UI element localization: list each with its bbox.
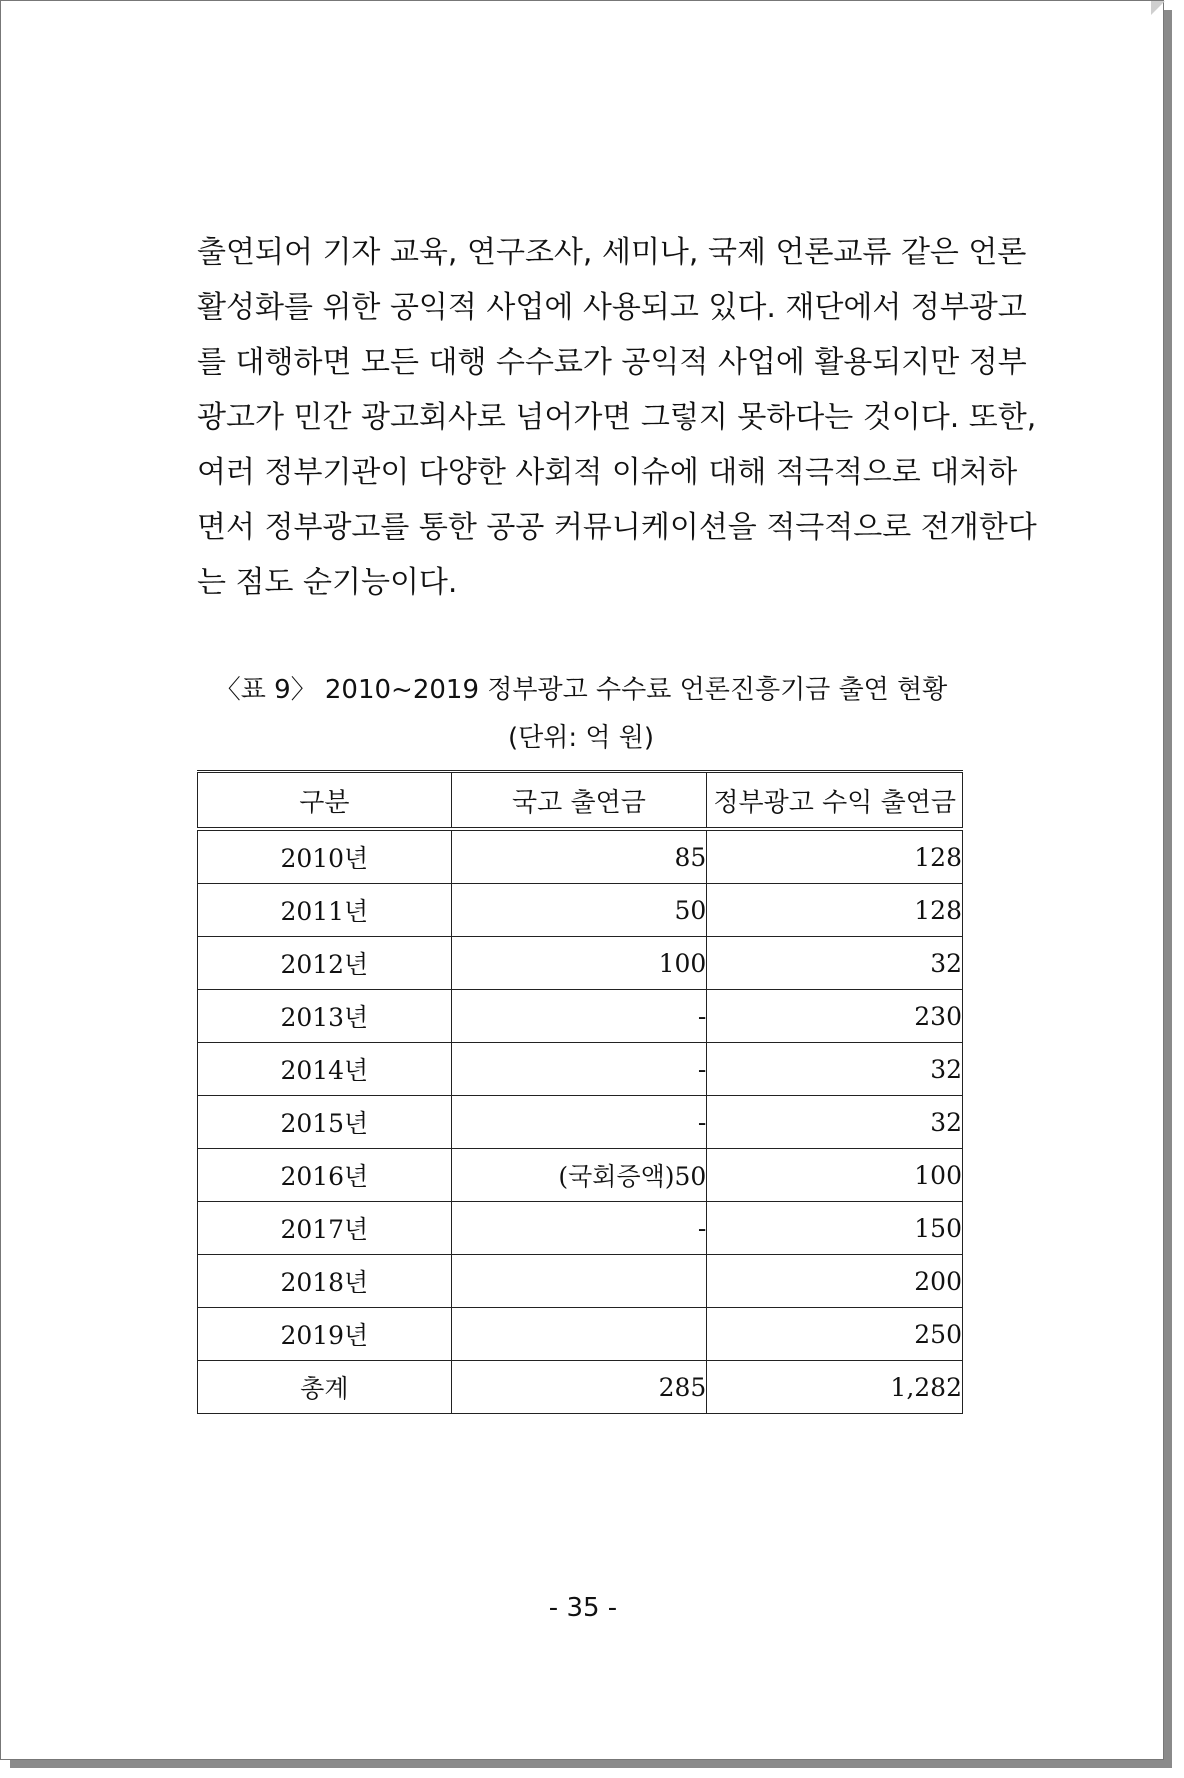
table-caption: 〈표 9〉 2010~2019 정부광고 수수료 언론진흥기금 출연 현황: [214, 675, 948, 705]
table-unit: (단위: 억 원): [507, 723, 655, 753]
paragraph-line: 광고가 민간 광고회사로 넘어가면 그렇지 못하다는 것이다. 또한,: [197, 400, 1037, 435]
table-total-row: [198, 1361, 963, 1414]
national-fund-cell: -: [451, 1202, 707, 1255]
year-cell: 2015년: [198, 1096, 452, 1149]
ad-revenue-cell: 100: [707, 1149, 963, 1202]
table-row: [198, 937, 963, 990]
ad-revenue-cell: 150: [707, 1202, 963, 1255]
total-national-fund-cell: 285: [451, 1361, 707, 1414]
national-fund-cell: 50: [451, 884, 707, 937]
total-label-cell: 총계: [198, 1361, 452, 1414]
ad-revenue-cell: 128: [707, 884, 963, 937]
paragraph-line: 면서 정부광고를 통한 공공 커뮤니케이션을 적극적으로 전개한다: [197, 510, 1037, 545]
table-row: [198, 1096, 963, 1149]
table-row: [198, 829, 963, 884]
year-cell: 2019년: [198, 1308, 452, 1361]
national-fund-cell: [451, 1255, 707, 1308]
page-shadow-right: [1164, 10, 1172, 1768]
national-fund-cell: -: [451, 990, 707, 1043]
page-curl: [1151, 1, 1165, 15]
year-cell: 2016년: [198, 1149, 452, 1202]
table-row: [198, 1255, 963, 1308]
year-cell: 2017년: [198, 1202, 452, 1255]
header-category: 구분: [198, 772, 452, 830]
table-row: [198, 884, 963, 937]
ad-revenue-cell: 250: [707, 1308, 963, 1361]
header-national-fund: 국고 출연금: [451, 772, 707, 830]
year-cell: 2011년: [198, 884, 452, 937]
national-fund-cell: -: [451, 1096, 707, 1149]
table-row: [198, 990, 963, 1043]
table-row: [198, 1202, 963, 1255]
ad-revenue-cell: 200: [707, 1255, 963, 1308]
ad-revenue-cell: 32: [707, 937, 963, 990]
ad-revenue-cell: 230: [707, 990, 963, 1043]
paragraph-line: 출연되어 기자 교육, 연구조사, 세미나, 국제 언론교류 같은 언론: [197, 235, 1027, 270]
national-fund-cell: (국회증액)50: [451, 1149, 707, 1202]
total-ad-revenue-cell: 1,282: [707, 1361, 963, 1414]
body-paragraph: [197, 225, 1037, 610]
paragraph-line: 여러 정부기관이 다양한 사회적 이슈에 대해 적극적으로 대처하: [197, 455, 1018, 490]
page-shadow-bottom: [10, 1760, 1172, 1768]
table-row: [198, 1149, 963, 1202]
year-cell: 2012년: [198, 937, 452, 990]
ad-revenue-cell: 128: [707, 829, 963, 884]
funding-table: [197, 770, 963, 1414]
national-fund-cell: 100: [451, 937, 707, 990]
table-header-row: [198, 772, 963, 830]
national-fund-cell: 85: [451, 829, 707, 884]
ad-revenue-cell: 32: [707, 1043, 963, 1096]
paragraph-line: 를 대행하면 모든 대행 수수료가 공익적 사업에 활용되지만 정부: [197, 345, 1027, 380]
ad-revenue-cell: 32: [707, 1096, 963, 1149]
year-cell: 2018년: [198, 1255, 452, 1308]
page-number: - 35 -: [548, 1593, 618, 1623]
paragraph-line: 는 점도 순기능이다.: [197, 565, 458, 600]
national-fund-cell: [451, 1308, 707, 1361]
header-ad-revenue-fund: 정부광고 수익 출연금: [707, 772, 963, 830]
paragraph-line: 활성화를 위한 공익적 사업에 사용되고 있다. 재단에서 정부광고: [197, 290, 1027, 325]
year-cell: 2014년: [198, 1043, 452, 1096]
national-fund-cell: -: [451, 1043, 707, 1096]
year-cell: 2013년: [198, 990, 452, 1043]
table-row: [198, 1308, 963, 1361]
year-cell: 2010년: [198, 829, 452, 884]
table-row: [198, 1043, 963, 1096]
